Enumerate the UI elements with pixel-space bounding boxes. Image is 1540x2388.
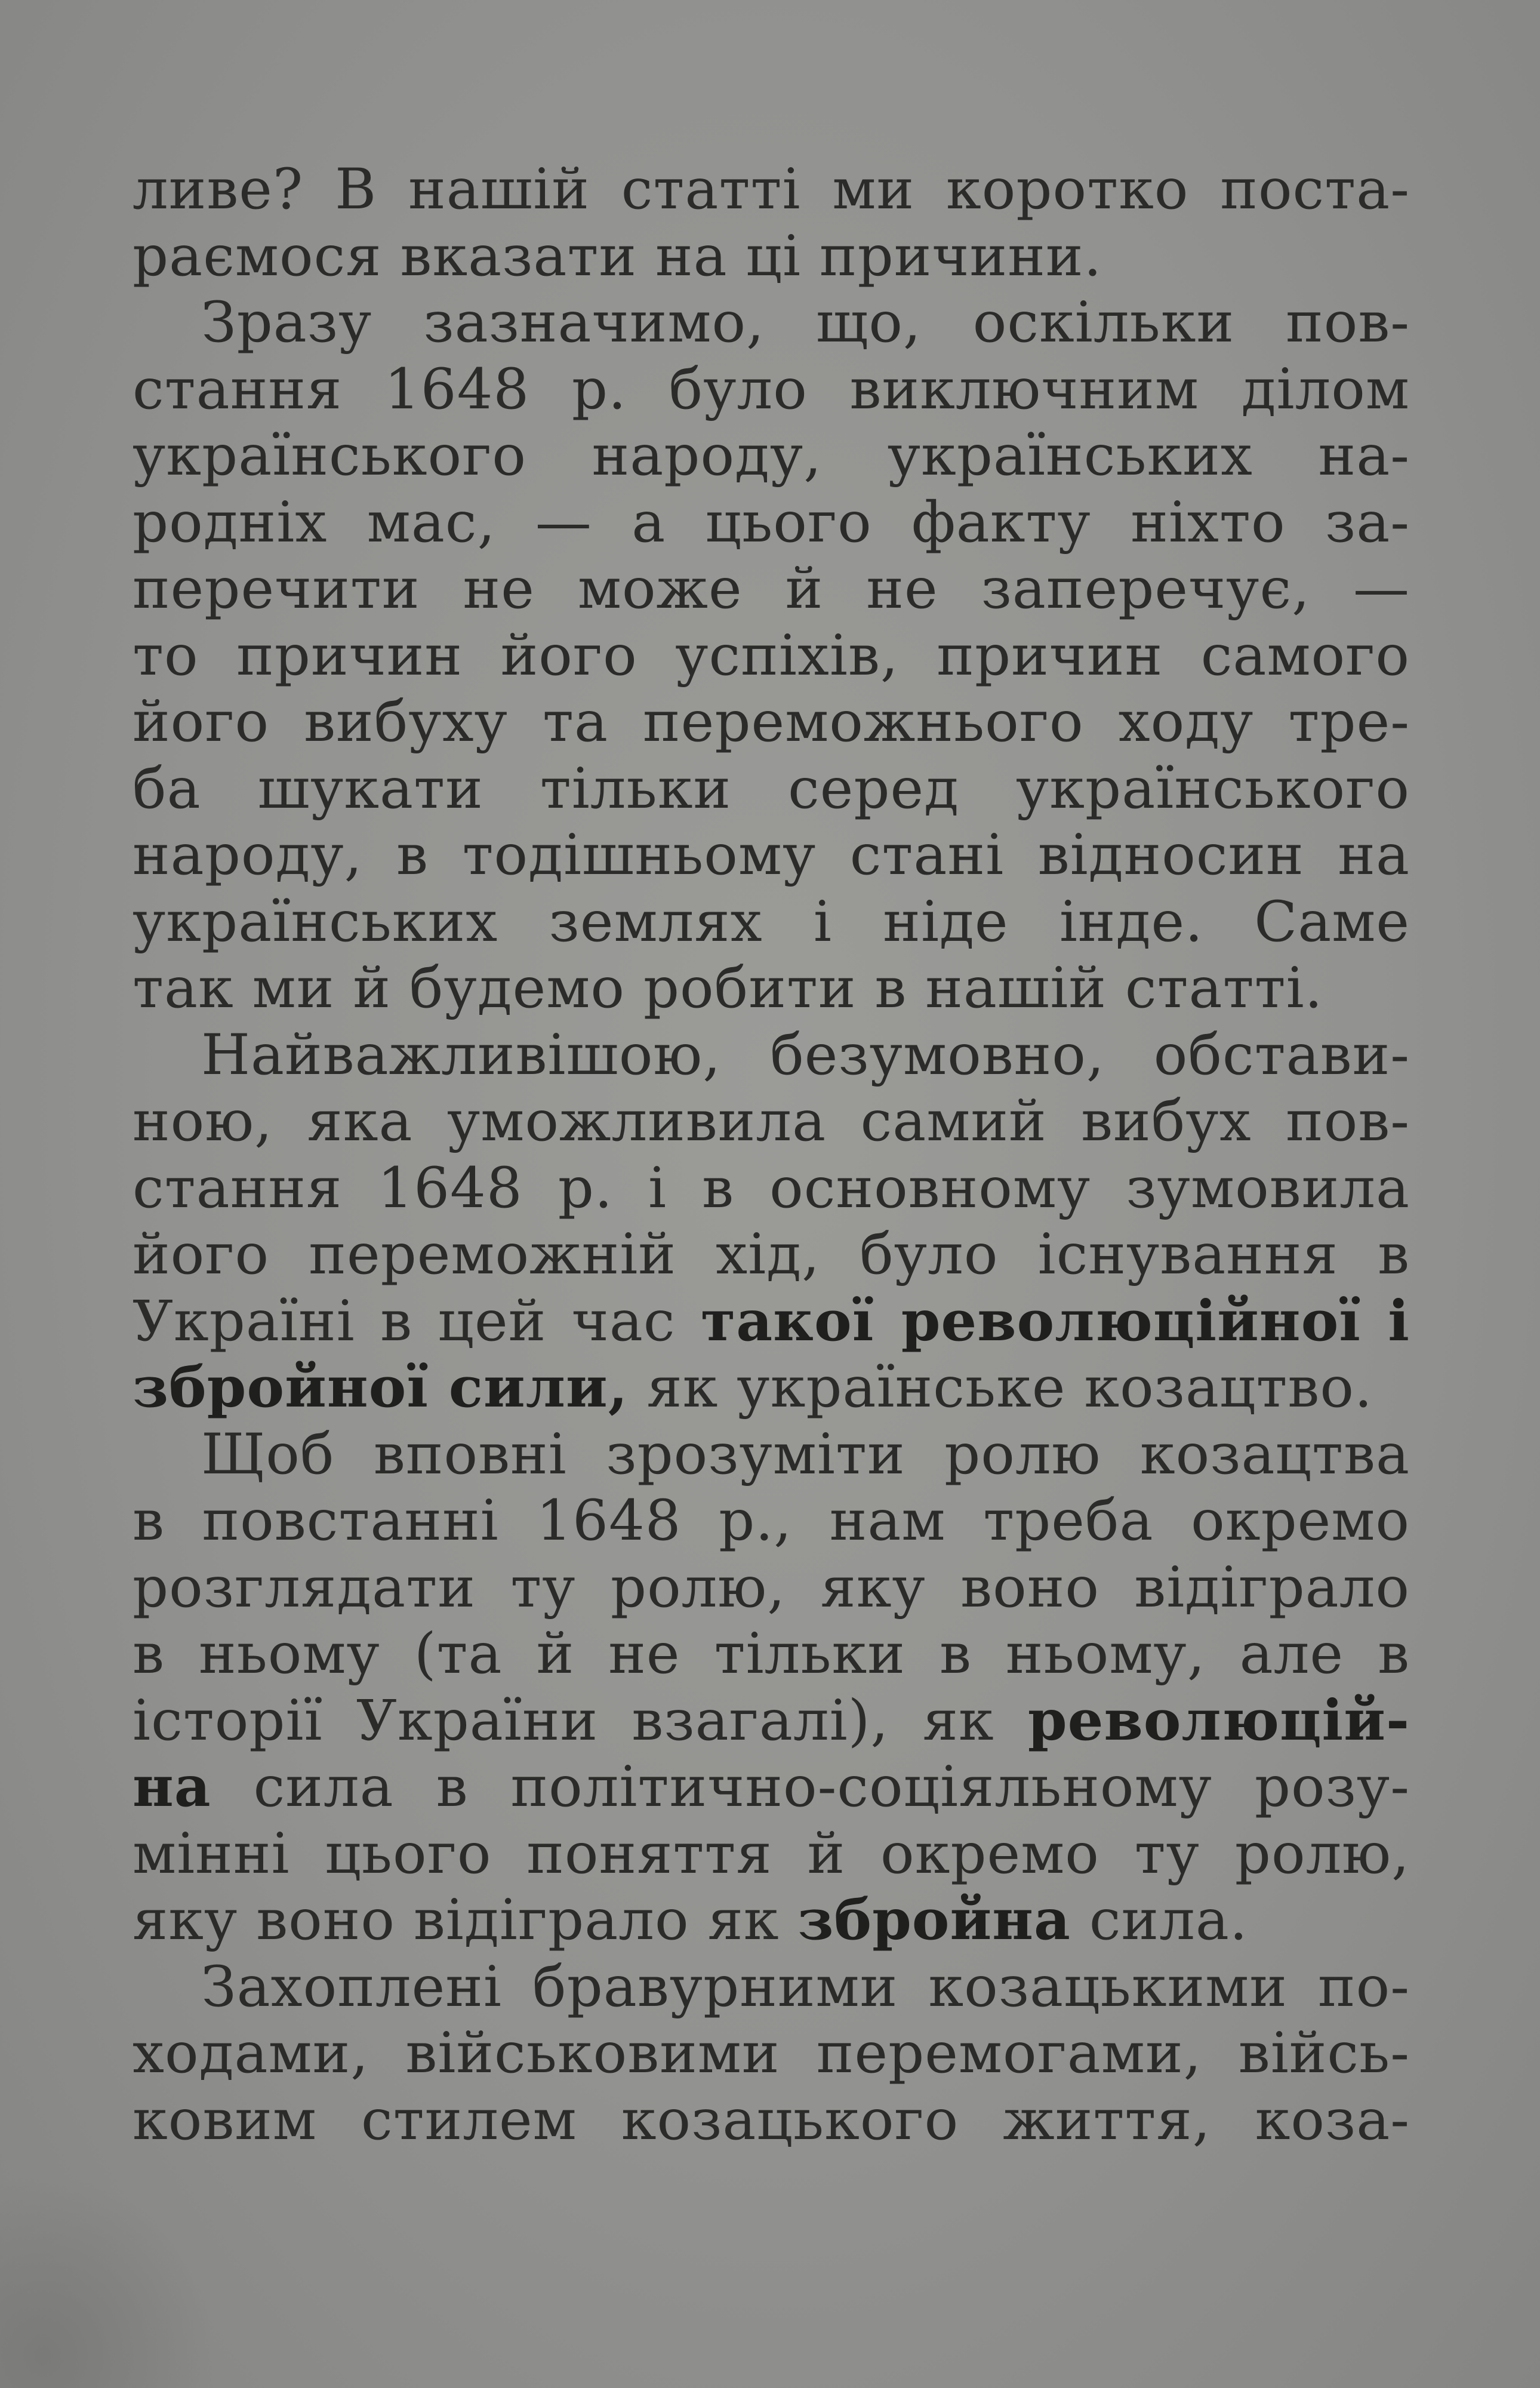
text-line: українського народу, українських на- xyxy=(133,423,1410,488)
text-line: так ми й будемо робити в нашій статті. xyxy=(133,956,1323,1021)
text-line: ходами, військовими перемогами, війсь- xyxy=(133,2021,1410,2086)
text-line: його вибуху та переможнього ходу тре- xyxy=(133,690,1410,755)
bold-phrase: такої революційної і xyxy=(700,1288,1410,1354)
text-line: стання 1648 р. і в основному зумовила xyxy=(133,1155,1410,1221)
bold-phrase: революцій- xyxy=(1027,1687,1410,1753)
text-line: народу, в тодішньому стані відносин на xyxy=(133,823,1410,888)
bold-phrase: збройна xyxy=(797,1887,1071,1953)
text-line: в повстанні 1648 р., нам треба окремо xyxy=(133,1488,1410,1553)
text-segment: як українське козацтво. xyxy=(628,1355,1373,1420)
text-line: родніх мас, — а цього факту ніхто за- xyxy=(133,490,1410,555)
text-line: Зразу зазначимо, що, оскільки пов- xyxy=(201,290,1410,355)
text-segment: сила. xyxy=(1070,1888,1248,1953)
text-line: його переможній хід, було існування в xyxy=(133,1222,1410,1287)
text-line: то причин його успіхів, причин самого xyxy=(133,623,1410,688)
text-line: українських землях і ніде інде. Саме xyxy=(133,889,1410,955)
text-line: ливе? В нашій статті ми коротко поста- xyxy=(133,157,1410,222)
text-segment: яку воно відіграло як xyxy=(133,1888,798,1953)
text-line: Щоб вповні зрозуміти ролю козацтва xyxy=(201,1421,1410,1487)
text-line: стання 1648 р. було виключним ділом xyxy=(133,356,1410,422)
text-line xyxy=(133,1887,1410,1954)
text-line: розглядати ту ролю, яку воно відіграло xyxy=(133,1555,1410,1620)
text-line: ною, яка уможливила самий вибух пов- xyxy=(133,1089,1410,1154)
text-line: мінні цього поняття й окремо ту ролю, xyxy=(133,1821,1410,1887)
text-line: перечити не може й не заперечує, — xyxy=(133,556,1410,621)
text-segment: історії України взагалі), як xyxy=(133,1688,1028,1753)
text-line: раємося вказати на ці причини. xyxy=(133,223,1102,289)
text-line xyxy=(133,1288,1410,1355)
text-line: Найважливішою, безумовно, обстави- xyxy=(201,1022,1410,1088)
text-segment: сила в політично-соціяльному розу- xyxy=(211,1755,1410,1820)
text-line: Захоплені бравурними козацькими по- xyxy=(201,1954,1410,2020)
text-line: ба шукати тільки серед українського xyxy=(133,756,1410,821)
text-line: ковим стилем козацького життя, коза- xyxy=(133,2087,1410,2153)
text-line xyxy=(133,1688,1410,1755)
text-line xyxy=(133,1355,1410,1421)
text-segment: Україні в цей час xyxy=(133,1288,701,1354)
bold-phrase: збройної сили, xyxy=(133,1355,629,1420)
text-line xyxy=(133,1754,1410,1821)
bold-phrase: на xyxy=(133,1754,211,1820)
page-smudge xyxy=(0,2173,215,2388)
text-line: в ньому (та й не тільки в ньому, але в xyxy=(133,1621,1410,1687)
body-text xyxy=(133,156,1410,2153)
